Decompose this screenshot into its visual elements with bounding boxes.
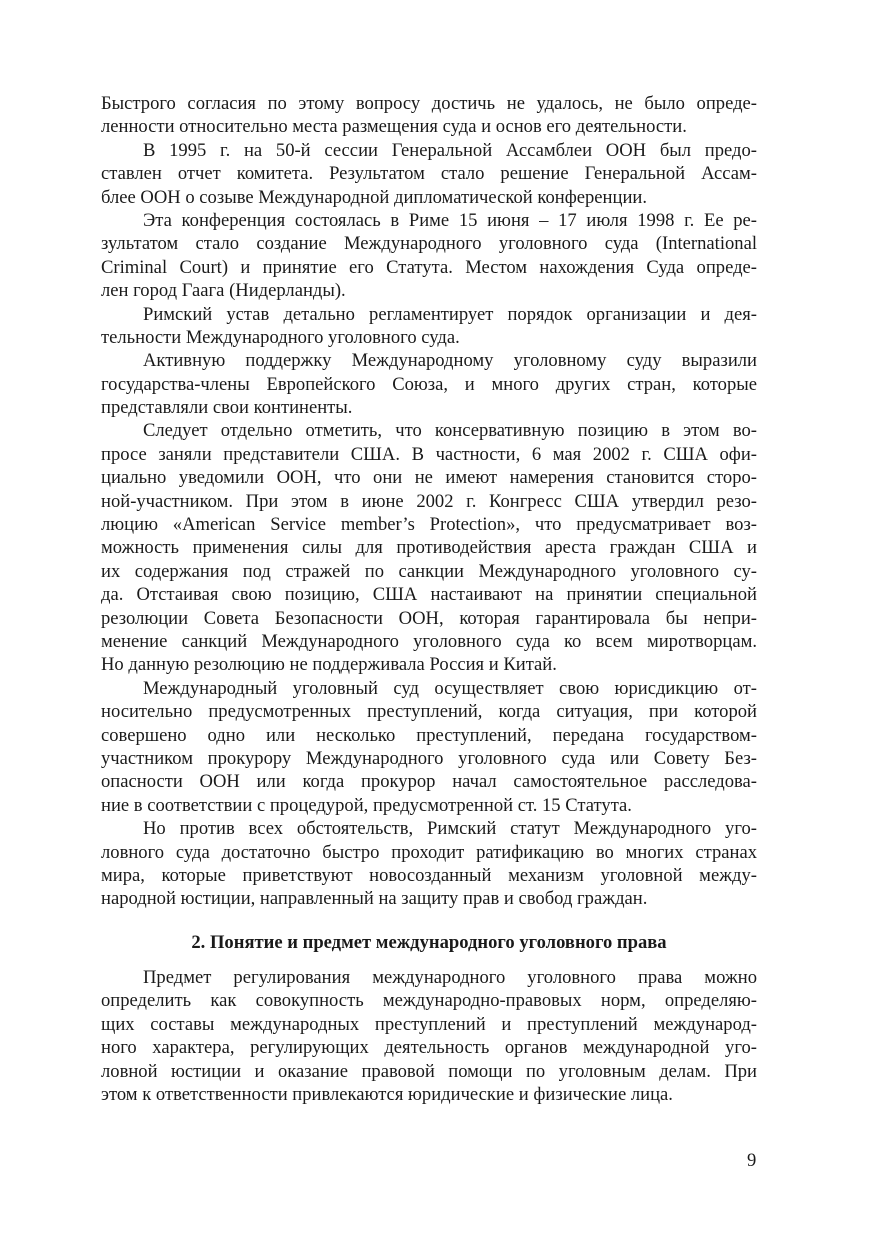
text-line: Международный уголовный суд осуществляет свою юрисдикцию от-	[143, 677, 757, 699]
paragraph	[101, 139, 757, 209]
body-text-after-heading	[101, 966, 757, 1106]
document-page	[101, 92, 757, 1106]
text-line: ной-участником. При этом в июне 2002 г. Конгресс США утвердил резо-	[101, 490, 757, 512]
text-line: этом к ответственности привлекаются юридические и физические лица.	[101, 1084, 673, 1106]
text-line: Эта конференция состоялась в Риме 15 июня – 17 июля 1998 г. Ее ре-	[143, 209, 757, 231]
paragraph	[101, 92, 757, 139]
text-line: Быстрого согласия по этому вопросу достичь не удалось, не было опреде-	[101, 93, 757, 114]
text-line: опасности ООН или когда прокурор начал самостоятельное расследова-	[101, 771, 757, 793]
text-line: да. Отстаивая свою позицию, США настаивают на принятии специальной	[101, 584, 757, 606]
text-line: ние в соответствии с процедурой, предусмотренной ст. 15 Статута.	[101, 794, 632, 816]
text-line: циально уведомили ООН, что они не имеют намерения становится сторо-	[101, 467, 757, 489]
page-number: 9	[747, 1150, 757, 1171]
text-line: мира, которые приветствуют новосозданный механизм уголовной между-	[101, 864, 757, 886]
paragraph	[101, 966, 757, 1106]
text-line: Следует отдельно отметить, что консервативную позицию в этом во-	[143, 420, 757, 442]
text-line: участником прокурору Международного уголовного суда или Совету Без-	[101, 747, 757, 769]
text-line: носительно предусмотренных преступлений, когда ситуация, при которой	[101, 701, 757, 723]
text-line: менение санкций Международного уголовного суда ко всем миротворцам.	[101, 630, 757, 652]
text-line: можность применения силы для противодействия ареста граждан США и	[101, 537, 757, 559]
body-text-before-heading	[101, 92, 757, 911]
text-line: Criminal Court) и принятие его Статута. Местом нахождения Суда опреде-	[101, 256, 757, 278]
text-line: блее ООН о созыве Международной дипломатической конференции.	[101, 186, 647, 208]
text-line: народной юстиции, направленный на защиту прав и свобод граждан.	[101, 888, 648, 910]
text-line: зультатом стало создание Международного уголовного суда (International	[101, 233, 757, 255]
paragraph	[101, 303, 757, 350]
text-line: Активную поддержку Международному уголовному суду выразили	[143, 350, 757, 372]
text-line: Но данную резолюцию не поддерживала Россия и Китай.	[101, 654, 557, 676]
paragraph	[101, 209, 757, 303]
text-line: лен город Гаага (Нидерланды).	[101, 280, 346, 302]
text-line: люцию «American Service member’s Protection», что предусматривает воз-	[101, 514, 757, 536]
text-line: их содержания под стражей по санкции Международного уголовного су-	[101, 560, 757, 582]
text-line: ловного суда достаточно быстро проходит ратификацию во многих странах	[101, 841, 757, 863]
text-line: ставлен отчет комитета. Результатом стало решение Генеральной Ассам-	[101, 163, 757, 185]
text-line: тельности Международного уголовного суда.	[101, 326, 460, 348]
text-line: государства-члены Европейского Союза, и много других стран, которые	[101, 373, 757, 395]
text-line: Но против всех обстоятельств, Римский статут Международного уго-	[143, 818, 757, 840]
text-line: определить как совокупность международно-правовых норм, определяю-	[101, 990, 757, 1012]
text-line: Предмет регулирования международного уголовного права можно	[143, 967, 757, 989]
paragraph	[101, 817, 757, 911]
text-line: щих составы международных преступлений и преступлений международ-	[101, 1013, 757, 1035]
section-heading: 2. Понятие и предмет международного уголовного права	[191, 931, 667, 953]
paragraph	[101, 677, 757, 817]
text-line: просе заняли представители США. В частности, 6 мая 2002 г. США офи-	[101, 443, 757, 465]
text-line: представляли свои континенты.	[101, 397, 353, 419]
paragraph	[101, 349, 757, 419]
text-line: ловной юстиции и оказание правовой помощи по уголовным делам. При	[101, 1060, 757, 1082]
text-line: Римский устав детально регламентирует порядок организации и дея-	[143, 303, 757, 325]
paragraph	[101, 419, 757, 676]
text-line: ного характера, регулирующих деятельность органов международной уго-	[101, 1037, 757, 1059]
text-line: совершено одно или несколько преступлений, передана государством-	[101, 724, 757, 746]
text-line: ленности относительно места размещения суда и основ его деятельности.	[101, 116, 687, 138]
text-line: резолюции Совета Безопасности ООН, которая гарантировала бы непри-	[101, 607, 757, 629]
text-line: В 1995 г. на 50-й сессии Генеральной Ассамблеи ООН был предо-	[143, 139, 757, 161]
